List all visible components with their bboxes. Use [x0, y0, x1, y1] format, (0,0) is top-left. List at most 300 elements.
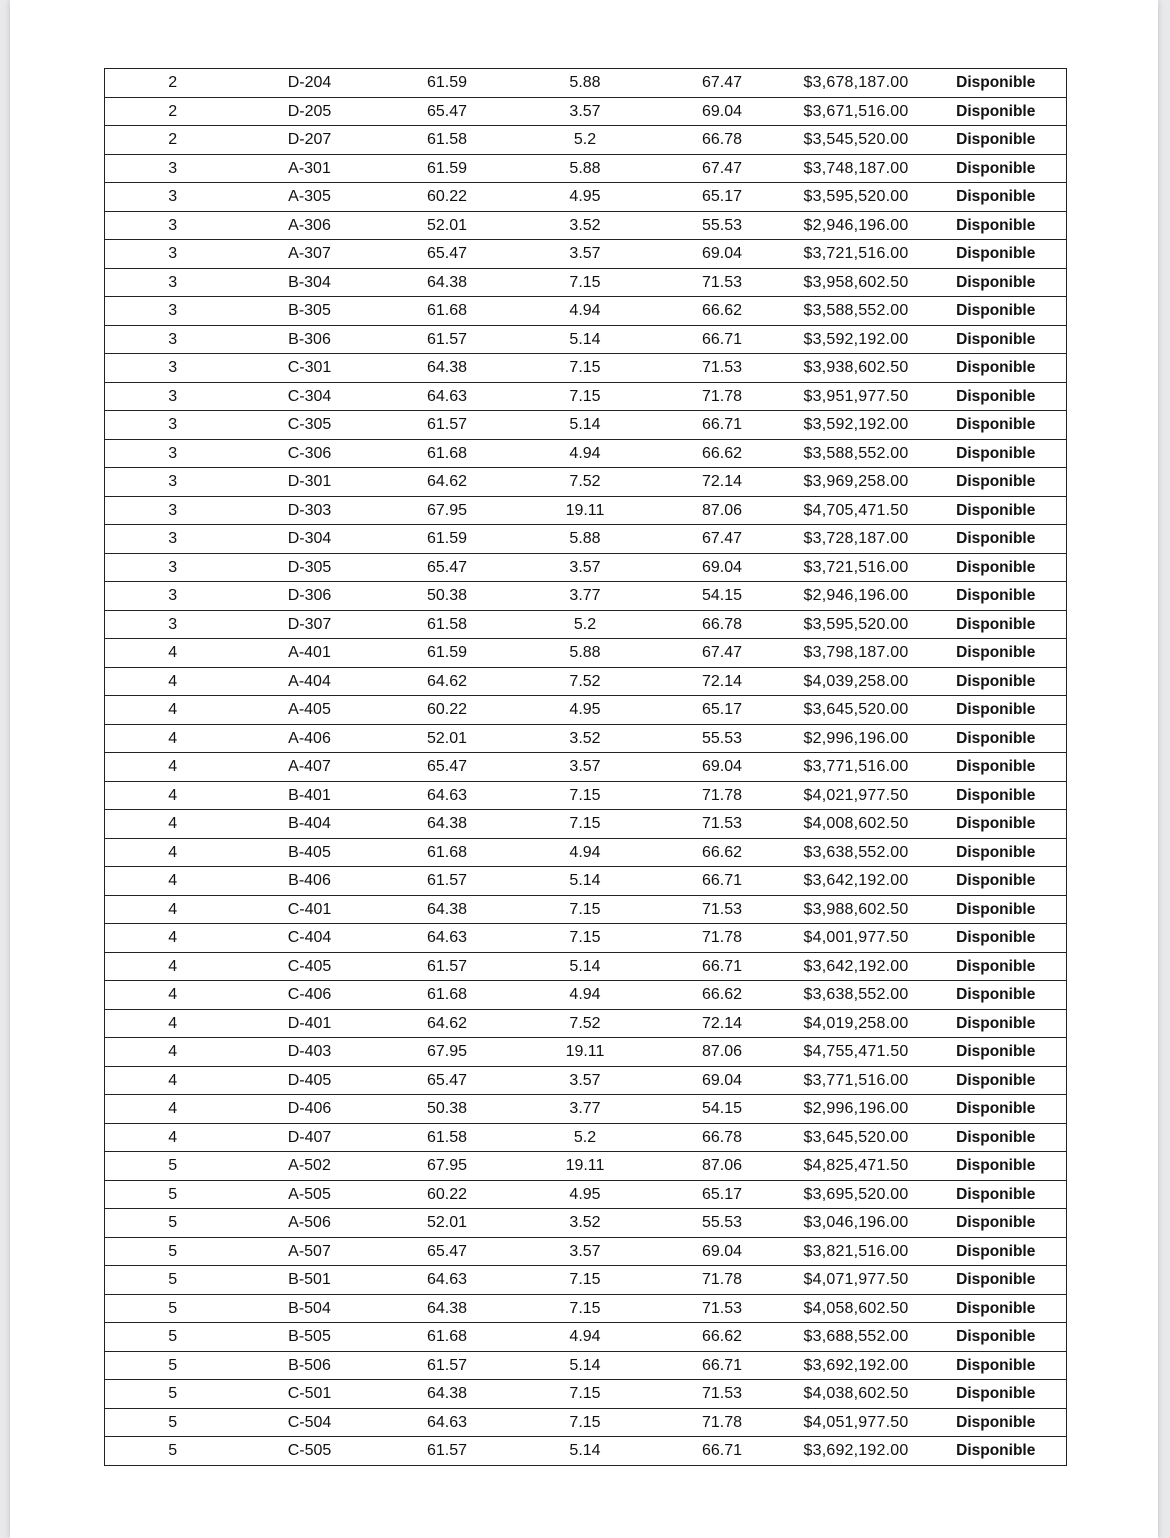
- interior-area-cell: 61.57: [379, 325, 516, 354]
- unit-cell: A-407: [241, 753, 379, 782]
- table-row: [105, 240, 1067, 269]
- unit-cell: C-304: [241, 382, 379, 411]
- interior-area-cell: 61.58: [379, 1123, 516, 1152]
- floor-cell: 4: [105, 667, 241, 696]
- terrace-area-cell: 7.15: [516, 382, 655, 411]
- total-area-cell: 66.62: [655, 439, 790, 468]
- floor-cell: 3: [105, 325, 241, 354]
- price-cell: $4,825,471.50: [790, 1152, 926, 1181]
- price-cell: $3,748,187.00: [790, 154, 926, 183]
- terrace-area-cell: 5.88: [516, 639, 655, 668]
- status-cell: Disponible: [926, 838, 1067, 867]
- terrace-area-cell: 5.14: [516, 325, 655, 354]
- interior-area-cell: 64.62: [379, 1009, 516, 1038]
- table-row: [105, 610, 1067, 639]
- terrace-area-cell: 5.2: [516, 126, 655, 155]
- floor-cell: 3: [105, 468, 241, 497]
- total-area-cell: 71.53: [655, 1380, 790, 1409]
- total-area-cell: 66.62: [655, 981, 790, 1010]
- total-area-cell: 66.78: [655, 126, 790, 155]
- status-cell: Disponible: [926, 183, 1067, 212]
- table-row: [105, 1152, 1067, 1181]
- total-area-cell: 55.53: [655, 1209, 790, 1238]
- unit-cell: A-502: [241, 1152, 379, 1181]
- price-cell: $3,688,552.00: [790, 1323, 926, 1352]
- status-cell: Disponible: [926, 639, 1067, 668]
- price-cell: $3,588,552.00: [790, 439, 926, 468]
- unit-cell: A-507: [241, 1237, 379, 1266]
- price-cell: $4,705,471.50: [790, 496, 926, 525]
- unit-cell: D-205: [241, 97, 379, 126]
- floor-cell: 4: [105, 981, 241, 1010]
- table-row: [105, 981, 1067, 1010]
- status-cell: Disponible: [926, 952, 1067, 981]
- total-area-cell: 87.06: [655, 1152, 790, 1181]
- unit-cell: B-506: [241, 1351, 379, 1380]
- status-cell: Disponible: [926, 610, 1067, 639]
- unit-cell: A-404: [241, 667, 379, 696]
- interior-area-cell: 61.57: [379, 411, 516, 440]
- price-cell: $2,996,196.00: [790, 1095, 926, 1124]
- unit-cell: B-305: [241, 297, 379, 326]
- interior-area-cell: 60.22: [379, 696, 516, 725]
- table-row: [105, 1095, 1067, 1124]
- interior-area-cell: 61.57: [379, 952, 516, 981]
- floor-cell: 5: [105, 1323, 241, 1352]
- floor-cell: 3: [105, 553, 241, 582]
- floor-cell: 3: [105, 268, 241, 297]
- table-row: [105, 952, 1067, 981]
- floor-cell: 5: [105, 1380, 241, 1409]
- total-area-cell: 65.17: [655, 1180, 790, 1209]
- total-area-cell: 69.04: [655, 1066, 790, 1095]
- status-cell: Disponible: [926, 211, 1067, 240]
- unit-cell: D-406: [241, 1095, 379, 1124]
- interior-area-cell: 64.63: [379, 781, 516, 810]
- interior-area-cell: 65.47: [379, 97, 516, 126]
- unit-cell: D-306: [241, 582, 379, 611]
- price-cell: $3,645,520.00: [790, 1123, 926, 1152]
- table-row: [105, 582, 1067, 611]
- interior-area-cell: 64.38: [379, 354, 516, 383]
- total-area-cell: 71.78: [655, 382, 790, 411]
- table-row: [105, 268, 1067, 297]
- total-area-cell: 66.71: [655, 867, 790, 896]
- status-cell: Disponible: [926, 325, 1067, 354]
- interior-area-cell: 64.38: [379, 1380, 516, 1409]
- interior-area-cell: 50.38: [379, 1095, 516, 1124]
- status-cell: Disponible: [926, 411, 1067, 440]
- total-area-cell: 66.62: [655, 838, 790, 867]
- terrace-area-cell: 5.88: [516, 154, 655, 183]
- floor-cell: 3: [105, 382, 241, 411]
- floor-cell: 5: [105, 1351, 241, 1380]
- floor-cell: 4: [105, 1095, 241, 1124]
- terrace-area-cell: 7.15: [516, 1380, 655, 1409]
- unit-cell: C-504: [241, 1408, 379, 1437]
- floor-cell: 4: [105, 838, 241, 867]
- status-cell: Disponible: [926, 240, 1067, 269]
- unit-cell: C-501: [241, 1380, 379, 1409]
- total-area-cell: 66.78: [655, 610, 790, 639]
- table-row: [105, 639, 1067, 668]
- unit-cell: A-406: [241, 724, 379, 753]
- status-cell: Disponible: [926, 525, 1067, 554]
- floor-cell: 4: [105, 696, 241, 725]
- table-row: [105, 696, 1067, 725]
- status-cell: Disponible: [926, 1038, 1067, 1067]
- unit-cell: A-401: [241, 639, 379, 668]
- total-area-cell: 69.04: [655, 553, 790, 582]
- price-cell: $3,798,187.00: [790, 639, 926, 668]
- total-area-cell: 69.04: [655, 97, 790, 126]
- interior-area-cell: 61.57: [379, 1437, 516, 1466]
- status-cell: Disponible: [926, 1437, 1067, 1466]
- floor-cell: 4: [105, 1038, 241, 1067]
- terrace-area-cell: 4.95: [516, 183, 655, 212]
- price-cell: $3,969,258.00: [790, 468, 926, 497]
- price-cell: $3,595,520.00: [790, 183, 926, 212]
- status-cell: Disponible: [926, 696, 1067, 725]
- floor-cell: 3: [105, 154, 241, 183]
- price-cell: $2,946,196.00: [790, 582, 926, 611]
- floor-cell: 4: [105, 781, 241, 810]
- table-row: [105, 1180, 1067, 1209]
- terrace-area-cell: 5.88: [516, 69, 655, 98]
- status-cell: Disponible: [926, 895, 1067, 924]
- terrace-area-cell: 3.57: [516, 753, 655, 782]
- status-cell: Disponible: [926, 468, 1067, 497]
- document-page: [10, 0, 1158, 1538]
- floor-cell: 3: [105, 610, 241, 639]
- total-area-cell: 67.47: [655, 639, 790, 668]
- unit-cell: B-304: [241, 268, 379, 297]
- unit-cell: A-305: [241, 183, 379, 212]
- total-area-cell: 67.47: [655, 525, 790, 554]
- status-cell: Disponible: [926, 1237, 1067, 1266]
- price-cell: $4,008,602.50: [790, 810, 926, 839]
- interior-area-cell: 64.38: [379, 810, 516, 839]
- interior-area-cell: 64.38: [379, 895, 516, 924]
- status-cell: Disponible: [926, 781, 1067, 810]
- unit-cell: A-405: [241, 696, 379, 725]
- price-cell: $4,071,977.50: [790, 1266, 926, 1295]
- status-cell: Disponible: [926, 981, 1067, 1010]
- price-cell: $3,638,552.00: [790, 838, 926, 867]
- terrace-area-cell: 3.57: [516, 1066, 655, 1095]
- terrace-area-cell: 4.94: [516, 981, 655, 1010]
- table-row: [105, 69, 1067, 98]
- interior-area-cell: 61.59: [379, 639, 516, 668]
- total-area-cell: 65.17: [655, 696, 790, 725]
- price-cell: $3,821,516.00: [790, 1237, 926, 1266]
- interior-area-cell: 64.62: [379, 468, 516, 497]
- terrace-area-cell: 7.15: [516, 924, 655, 953]
- table-row: [105, 154, 1067, 183]
- interior-area-cell: 67.95: [379, 1152, 516, 1181]
- table-row: [105, 439, 1067, 468]
- price-cell: $4,021,977.50: [790, 781, 926, 810]
- total-area-cell: 67.47: [655, 154, 790, 183]
- status-cell: Disponible: [926, 69, 1067, 98]
- unit-cell: C-301: [241, 354, 379, 383]
- interior-area-cell: 64.63: [379, 382, 516, 411]
- terrace-area-cell: 3.52: [516, 1209, 655, 1238]
- table-row: [105, 411, 1067, 440]
- floor-cell: 2: [105, 126, 241, 155]
- status-cell: Disponible: [926, 924, 1067, 953]
- interior-area-cell: 61.68: [379, 981, 516, 1010]
- floor-cell: 5: [105, 1437, 241, 1466]
- floor-cell: 5: [105, 1152, 241, 1181]
- units-table-body: [105, 69, 1067, 1466]
- price-cell: $3,046,196.00: [790, 1209, 926, 1238]
- terrace-area-cell: 7.15: [516, 1266, 655, 1295]
- total-area-cell: 72.14: [655, 667, 790, 696]
- floor-cell: 5: [105, 1266, 241, 1295]
- status-cell: Disponible: [926, 382, 1067, 411]
- floor-cell: 3: [105, 183, 241, 212]
- table-row: [105, 496, 1067, 525]
- price-cell: $3,645,520.00: [790, 696, 926, 725]
- floor-cell: 4: [105, 639, 241, 668]
- table-row: [105, 211, 1067, 240]
- floor-cell: 5: [105, 1209, 241, 1238]
- table-row: [105, 810, 1067, 839]
- unit-cell: D-303: [241, 496, 379, 525]
- status-cell: Disponible: [926, 268, 1067, 297]
- price-cell: $3,588,552.00: [790, 297, 926, 326]
- floor-cell: 3: [105, 411, 241, 440]
- table-row: [105, 1237, 1067, 1266]
- status-cell: Disponible: [926, 154, 1067, 183]
- total-area-cell: 55.53: [655, 211, 790, 240]
- price-cell: $2,996,196.00: [790, 724, 926, 753]
- floor-cell: 5: [105, 1408, 241, 1437]
- terrace-area-cell: 3.57: [516, 553, 655, 582]
- floor-cell: 4: [105, 1066, 241, 1095]
- interior-area-cell: 61.58: [379, 126, 516, 155]
- table-row: [105, 325, 1067, 354]
- floor-cell: 4: [105, 867, 241, 896]
- interior-area-cell: 64.63: [379, 924, 516, 953]
- table-row: [105, 97, 1067, 126]
- total-area-cell: 71.78: [655, 1266, 790, 1295]
- interior-area-cell: 61.58: [379, 610, 516, 639]
- table-row: [105, 724, 1067, 753]
- floor-cell: 3: [105, 240, 241, 269]
- table-row: [105, 1380, 1067, 1409]
- status-cell: Disponible: [926, 97, 1067, 126]
- table-row: [105, 1009, 1067, 1038]
- total-area-cell: 71.53: [655, 895, 790, 924]
- unit-cell: B-406: [241, 867, 379, 896]
- terrace-area-cell: 7.15: [516, 810, 655, 839]
- status-cell: Disponible: [926, 1266, 1067, 1295]
- floor-cell: 4: [105, 724, 241, 753]
- table-row: [105, 1266, 1067, 1295]
- price-cell: $3,695,520.00: [790, 1180, 926, 1209]
- terrace-area-cell: 3.77: [516, 1095, 655, 1124]
- unit-cell: C-505: [241, 1437, 379, 1466]
- floor-cell: 4: [105, 810, 241, 839]
- total-area-cell: 71.78: [655, 1408, 790, 1437]
- status-cell: Disponible: [926, 1380, 1067, 1409]
- interior-area-cell: 61.68: [379, 439, 516, 468]
- unit-cell: D-401: [241, 1009, 379, 1038]
- interior-area-cell: 64.38: [379, 268, 516, 297]
- interior-area-cell: 61.57: [379, 1351, 516, 1380]
- price-cell: $4,051,977.50: [790, 1408, 926, 1437]
- terrace-area-cell: 3.52: [516, 724, 655, 753]
- total-area-cell: 71.53: [655, 354, 790, 383]
- unit-cell: D-305: [241, 553, 379, 582]
- total-area-cell: 66.78: [655, 1123, 790, 1152]
- floor-cell: 3: [105, 297, 241, 326]
- floor-cell: 3: [105, 354, 241, 383]
- unit-cell: D-307: [241, 610, 379, 639]
- unit-cell: D-405: [241, 1066, 379, 1095]
- terrace-area-cell: 4.95: [516, 1180, 655, 1209]
- unit-cell: B-505: [241, 1323, 379, 1352]
- interior-area-cell: 61.59: [379, 525, 516, 554]
- price-cell: $3,938,602.50: [790, 354, 926, 383]
- table-row: [105, 468, 1067, 497]
- status-cell: Disponible: [926, 1180, 1067, 1209]
- interior-area-cell: 50.38: [379, 582, 516, 611]
- interior-area-cell: 52.01: [379, 1209, 516, 1238]
- unit-cell: D-204: [241, 69, 379, 98]
- total-area-cell: 65.17: [655, 183, 790, 212]
- unit-cell: C-306: [241, 439, 379, 468]
- terrace-area-cell: 3.57: [516, 97, 655, 126]
- total-area-cell: 69.04: [655, 753, 790, 782]
- table-row: [105, 1066, 1067, 1095]
- table-row: [105, 126, 1067, 155]
- terrace-area-cell: 5.14: [516, 1351, 655, 1380]
- table-row: [105, 354, 1067, 383]
- status-cell: Disponible: [926, 724, 1067, 753]
- unit-cell: C-401: [241, 895, 379, 924]
- interior-area-cell: 61.59: [379, 154, 516, 183]
- floor-cell: 4: [105, 1123, 241, 1152]
- total-area-cell: 66.71: [655, 1351, 790, 1380]
- status-cell: Disponible: [926, 1351, 1067, 1380]
- unit-cell: A-301: [241, 154, 379, 183]
- price-cell: $3,721,516.00: [790, 553, 926, 582]
- table-row: [105, 838, 1067, 867]
- floor-cell: 2: [105, 69, 241, 98]
- price-cell: $3,595,520.00: [790, 610, 926, 639]
- status-cell: Disponible: [926, 1095, 1067, 1124]
- table-row: [105, 382, 1067, 411]
- terrace-area-cell: 3.52: [516, 211, 655, 240]
- status-cell: Disponible: [926, 582, 1067, 611]
- terrace-area-cell: 4.94: [516, 297, 655, 326]
- price-cell: $4,001,977.50: [790, 924, 926, 953]
- table-row: [105, 1294, 1067, 1323]
- interior-area-cell: 65.47: [379, 753, 516, 782]
- total-area-cell: 54.15: [655, 582, 790, 611]
- floor-cell: 3: [105, 525, 241, 554]
- terrace-area-cell: 5.2: [516, 1123, 655, 1152]
- price-cell: $3,692,192.00: [790, 1437, 926, 1466]
- interior-area-cell: 61.59: [379, 69, 516, 98]
- interior-area-cell: 61.68: [379, 1323, 516, 1352]
- floor-cell: 5: [105, 1180, 241, 1209]
- table-row: [105, 1323, 1067, 1352]
- terrace-area-cell: 7.52: [516, 468, 655, 497]
- floor-cell: 4: [105, 1009, 241, 1038]
- interior-area-cell: 52.01: [379, 211, 516, 240]
- status-cell: Disponible: [926, 1066, 1067, 1095]
- interior-area-cell: 60.22: [379, 183, 516, 212]
- total-area-cell: 54.15: [655, 1095, 790, 1124]
- units-table: [104, 68, 1067, 1466]
- interior-area-cell: 65.47: [379, 240, 516, 269]
- floor-cell: 4: [105, 895, 241, 924]
- table-row: [105, 553, 1067, 582]
- terrace-area-cell: 19.11: [516, 1038, 655, 1067]
- status-cell: Disponible: [926, 1009, 1067, 1038]
- floor-cell: 4: [105, 753, 241, 782]
- terrace-area-cell: 7.15: [516, 354, 655, 383]
- status-cell: Disponible: [926, 867, 1067, 896]
- floor-cell: 3: [105, 582, 241, 611]
- interior-area-cell: 64.38: [379, 1294, 516, 1323]
- status-cell: Disponible: [926, 496, 1067, 525]
- interior-area-cell: 67.95: [379, 1038, 516, 1067]
- terrace-area-cell: 5.14: [516, 867, 655, 896]
- price-cell: $4,019,258.00: [790, 1009, 926, 1038]
- unit-cell: B-404: [241, 810, 379, 839]
- interior-area-cell: 65.47: [379, 1066, 516, 1095]
- table-row: [105, 1123, 1067, 1152]
- table-row: [105, 1209, 1067, 1238]
- total-area-cell: 71.78: [655, 924, 790, 953]
- terrace-area-cell: 7.15: [516, 781, 655, 810]
- total-area-cell: 69.04: [655, 1237, 790, 1266]
- total-area-cell: 72.14: [655, 468, 790, 497]
- price-cell: $4,058,602.50: [790, 1294, 926, 1323]
- terrace-area-cell: 4.94: [516, 439, 655, 468]
- status-cell: Disponible: [926, 297, 1067, 326]
- unit-cell: D-304: [241, 525, 379, 554]
- total-area-cell: 69.04: [655, 240, 790, 269]
- unit-cell: C-404: [241, 924, 379, 953]
- floor-cell: 5: [105, 1294, 241, 1323]
- floor-cell: 4: [105, 924, 241, 953]
- floor-cell: 2: [105, 97, 241, 126]
- interior-area-cell: 64.63: [379, 1408, 516, 1437]
- terrace-area-cell: 7.15: [516, 1408, 655, 1437]
- total-area-cell: 87.06: [655, 496, 790, 525]
- price-cell: $3,988,602.50: [790, 895, 926, 924]
- status-cell: Disponible: [926, 1408, 1067, 1437]
- price-cell: $3,638,552.00: [790, 981, 926, 1010]
- status-cell: Disponible: [926, 667, 1067, 696]
- unit-cell: B-405: [241, 838, 379, 867]
- price-cell: $2,946,196.00: [790, 211, 926, 240]
- unit-cell: D-301: [241, 468, 379, 497]
- terrace-area-cell: 3.57: [516, 1237, 655, 1266]
- total-area-cell: 72.14: [655, 1009, 790, 1038]
- terrace-area-cell: 4.94: [516, 1323, 655, 1352]
- total-area-cell: 66.71: [655, 952, 790, 981]
- total-area-cell: 71.78: [655, 781, 790, 810]
- total-area-cell: 55.53: [655, 724, 790, 753]
- interior-area-cell: 61.57: [379, 867, 516, 896]
